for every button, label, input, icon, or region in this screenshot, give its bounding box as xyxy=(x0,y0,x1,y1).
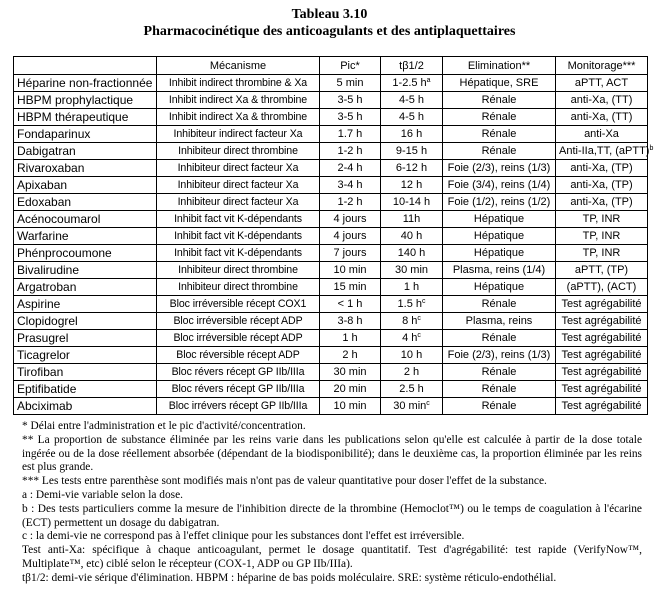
monitoring-cell: TP, INR xyxy=(556,245,648,262)
footnote-marker: c xyxy=(417,332,421,339)
table-row xyxy=(14,296,648,313)
monitoring-cell: aPTT, ACT xyxy=(556,75,648,92)
mechanism-cell: Inhibiteur direct thrombine xyxy=(157,143,320,160)
half-life-cell: 9-15 h xyxy=(381,143,443,160)
mechanism-cell: Bloc irrévers récept GP IIb/IIIa xyxy=(157,398,320,415)
peak-cell: 1-2 h xyxy=(320,143,381,160)
table-row xyxy=(14,364,648,381)
mechanism-cell: Bloc irréversible récept ADP xyxy=(157,330,320,347)
elimination-cell: Foie (3/4), reins (1/4) xyxy=(443,177,556,194)
monitoring-cell: anti-Xa, (TP) xyxy=(556,160,648,177)
half-life-cell: 12 h xyxy=(381,177,443,194)
header-half-life: tβ1/2 xyxy=(381,57,443,75)
half-life-cell: 2.5 h xyxy=(381,381,443,398)
table-body xyxy=(14,75,654,415)
mechanism-cell: Bloc irréversible récept COX1 xyxy=(157,296,320,313)
table-number: Tableau 3.10 xyxy=(291,7,368,22)
table-title: Pharmacocinétique des anticoagulants et des antiplaquettaires xyxy=(143,24,516,39)
drug-name: Acénocoumarol xyxy=(14,211,157,228)
peak-cell: 3-8 h xyxy=(320,313,381,330)
half-life-cell: 6-12 h xyxy=(381,160,443,177)
monitoring-cell: anti-Xa xyxy=(556,126,648,143)
footnote-marker: c xyxy=(417,315,421,322)
peak-cell: 30 min xyxy=(320,364,381,381)
drug-name: Eptifibatide xyxy=(14,381,157,398)
table-row xyxy=(14,228,648,245)
peak-cell: 3-4 h xyxy=(320,177,381,194)
half-life-cell: 10-14 h xyxy=(381,194,443,211)
footnote: Test anti-Xa: spécifique à chaque anticoagulant, permet le dosage quantitatif. Test d'agrégabilité: test rapide (VerifyNow™, Multiplate™, etc) ciblé selon le récepteur (COX-1, ADP ou GP IIb/IIIa). xyxy=(22,544,642,570)
table-row xyxy=(14,160,648,177)
elimination-cell: Foie (1/2), reins (1/2) xyxy=(443,194,556,211)
table-header-row xyxy=(14,57,648,75)
drug-name: Tirofiban xyxy=(14,364,157,381)
footnote: a : Demi-vie variable selon la dose. xyxy=(22,488,183,501)
footnote-marker: c xyxy=(426,400,430,407)
half-life-cell: 2 h xyxy=(381,364,443,381)
footnote: *** Les tests entre parenthèse sont modifiés mais n'ont pas de valeur quantitative pour doser l'effet de la substance. xyxy=(22,475,547,488)
peak-cell: 1-2 h xyxy=(320,194,381,211)
drug-name: Prasugrel xyxy=(14,330,157,347)
footnote: tβ1/2: demi-vie sérique d'élimination. HBPM : héparine de bas poids moléculaire. SRE: système réticulo-endothélial. xyxy=(22,571,557,584)
half-life-cell: 8 $h^c$ xyxy=(381,313,443,330)
elimination-cell: Foie (2/3), reins (1/3) xyxy=(443,347,556,364)
table-row xyxy=(14,279,648,296)
half-life-cell: 30 min xyxy=(381,262,443,279)
elimination-cell: Hépatique xyxy=(443,228,556,245)
drug-name: Abciximab xyxy=(14,398,157,415)
half-life-cell: 10 h xyxy=(381,347,443,364)
elimination-cell: Rénale xyxy=(443,296,556,313)
peak-cell: 4 jours xyxy=(320,211,381,228)
elimination-cell: Rénale xyxy=(443,398,556,415)
peak-cell: 7 jours xyxy=(320,245,381,262)
table-row xyxy=(14,211,648,228)
monitoring-cell: Anti-IIa,TT, (aPTT)$^b$ xyxy=(556,143,648,160)
table-row xyxy=(14,194,648,211)
drug-name: Héparine non-fractionnée xyxy=(14,75,157,92)
peak-cell: 2 h xyxy=(320,347,381,364)
peak-cell: 10 min xyxy=(320,262,381,279)
elimination-cell: Hépatique xyxy=(443,245,556,262)
elimination-cell: Hépatique xyxy=(443,279,556,296)
peak-cell: 1.7 h xyxy=(320,126,381,143)
elimination-cell: Rénale xyxy=(443,109,556,126)
peak-cell: 1 h xyxy=(320,330,381,347)
mechanism-cell: Inhibiteur direct thrombine xyxy=(157,279,320,296)
peak-cell: 5 min xyxy=(320,75,381,92)
mechanism-cell: Inhibit fact vit K-dépendants xyxy=(157,228,320,245)
monitoring-cell: Test agrégabilité xyxy=(556,296,648,313)
monitoring-cell: Test agrégabilité xyxy=(556,398,648,415)
drug-name: Edoxaban xyxy=(14,194,157,211)
peak-cell: 3-5 h xyxy=(320,109,381,126)
footnote-marker: a xyxy=(426,77,431,84)
mechanism-cell: Inhibit fact vit K-dépendants xyxy=(157,211,320,228)
mechanism-cell: Inhibit indirect thrombine & Xa xyxy=(157,75,320,92)
monitoring-cell: anti-Xa, (TP) xyxy=(556,194,648,211)
header-monitoring: Monitorage*** xyxy=(556,57,648,75)
footnote-marker: b xyxy=(649,145,654,152)
drug-name: Apixaban xyxy=(14,177,157,194)
footnote: c : la demi-vie ne correspond pas à l'effet clinique pour les substances dont l'effet est irréversible. xyxy=(22,530,465,543)
half-life-cell: 16 h xyxy=(381,126,443,143)
drug-name: Fondaparinux xyxy=(14,126,157,143)
elimination-cell: Plasma, reins (1/4) xyxy=(443,262,556,279)
drug-name: HBPM thérapeutique xyxy=(14,109,157,126)
drug-name: Warfarine xyxy=(14,228,157,245)
mechanism-cell: Inhibit fact vit K-dépendants xyxy=(157,245,320,262)
drug-name: Aspirine xyxy=(14,296,157,313)
monitoring-cell: Test agrégabilité xyxy=(556,313,648,330)
mechanism-cell: Inhibiteur direct facteur Xa xyxy=(157,194,320,211)
peak-cell: 4 jours xyxy=(320,228,381,245)
half-life-cell: 30 $\min^c$ xyxy=(381,398,443,415)
elimination-cell: Rénale xyxy=(443,330,556,347)
table-row xyxy=(14,262,648,279)
pharmacokinetics-table xyxy=(13,56,654,415)
elimination-cell: Foie (2/3), reins (1/3) xyxy=(443,160,556,177)
peak-cell: < 1 h xyxy=(320,296,381,313)
drug-name: Ticagrelor xyxy=(14,347,157,364)
half-life-cell: 1 h xyxy=(381,279,443,296)
elimination-cell: Hépatique, SRE xyxy=(443,75,556,92)
monitoring-cell: Test agrégabilité xyxy=(556,330,648,347)
footnote: b : Des tests particuliers comme la mesure de l'inhibition directe de la thrombine (Hemoclot™) ou le temps de coagulation à l'écarine (ECT) permettent un dosage du dabigatran. xyxy=(22,502,642,529)
table-row xyxy=(14,381,648,398)
header-drug xyxy=(14,57,157,75)
mechanism-cell: Inhibit indirect Xa & thrombine xyxy=(157,109,320,126)
table-row xyxy=(14,245,648,262)
mechanism-cell: Inhibiteur direct thrombine xyxy=(157,262,320,279)
mechanism-cell: Inhibiteur direct facteur Xa xyxy=(157,177,320,194)
drug-name: Clopidogrel xyxy=(14,313,157,330)
drug-name: Rivaroxaban xyxy=(14,160,157,177)
monitoring-cell: anti-Xa, (TT) xyxy=(556,109,648,126)
table-row xyxy=(14,347,648,364)
footnote-marker: c xyxy=(421,298,426,305)
mechanism-cell: Inhibiteur indirect facteur Xa xyxy=(157,126,320,143)
footnote: ** La proportion de substance éliminée par les reins varie dans les publications selon qu'elle est calculée à partir de la dose totale ingérée ou de la dose réellement absorbée (dépendant de la biodisponibilité); dans le deuxième cas, la proportion éliminée par les reins est plus grande. xyxy=(22,433,642,474)
elimination-cell: Rénale xyxy=(443,143,556,160)
peak-cell: 20 min xyxy=(320,381,381,398)
monitoring-cell: (aPTT), (ACT) xyxy=(556,279,648,296)
drug-name: Argatroban xyxy=(14,279,157,296)
mechanism-cell: Bloc réversible récept ADP xyxy=(157,347,320,364)
half-life-cell: 4-5 h xyxy=(381,92,443,109)
mechanism-cell: Bloc révers récept GP IIb/IIIa xyxy=(157,364,320,381)
half-life-cell: 40 h xyxy=(381,228,443,245)
drug-name: HBPM prophylactique xyxy=(14,92,157,109)
drug-name: Bivalirudine xyxy=(14,262,157,279)
half-life-cell: 4 $h^c$ xyxy=(381,330,443,347)
mechanism-cell: Inhibiteur direct facteur Xa xyxy=(157,160,320,177)
half-life-cell: 140 h xyxy=(381,245,443,262)
header-elimination: Elimination** xyxy=(443,57,556,75)
table-row xyxy=(14,143,648,160)
table-row xyxy=(14,330,648,347)
half-life-cell: 1-2.5 $h^a$ xyxy=(381,75,443,92)
half-life-cell: 4-5 h xyxy=(381,109,443,126)
monitoring-cell: TP, INR xyxy=(556,228,648,245)
mechanism-cell: Bloc révers récept GP IIb/IIIa xyxy=(157,381,320,398)
monitoring-cell: anti-Xa, (TP) xyxy=(556,177,648,194)
monitoring-cell: Test agrégabilité xyxy=(556,347,648,364)
table-row xyxy=(14,398,648,415)
peak-cell: 10 min xyxy=(320,398,381,415)
elimination-cell: Rénale xyxy=(443,381,556,398)
peak-cell: 2-4 h xyxy=(320,160,381,177)
monitoring-cell: Test agrégabilité xyxy=(556,364,648,381)
footnote: * Délai entre l'administration et le pic d'activité/concentration. xyxy=(22,420,306,432)
elimination-cell: Hépatique xyxy=(443,211,556,228)
header-peak: Pic* xyxy=(320,57,381,75)
elimination-cell: Rénale xyxy=(443,364,556,381)
table-row xyxy=(14,313,648,330)
drug-name: Phénprocoumone xyxy=(14,245,157,262)
elimination-cell: Plasma, reins xyxy=(443,313,556,330)
table-row xyxy=(14,177,648,194)
monitoring-cell: Test agrégabilité xyxy=(556,381,648,398)
table-row xyxy=(14,109,648,126)
footnotes xyxy=(22,420,642,586)
mechanism-cell: Inhibit indirect Xa & thrombine xyxy=(157,92,320,109)
monitoring-cell: aPTT, (TP) xyxy=(556,262,648,279)
header-mechanism: Mécanisme xyxy=(157,57,320,75)
drug-name: Dabigatran xyxy=(14,143,157,160)
elimination-cell: Rénale xyxy=(443,92,556,109)
monitoring-cell: anti-Xa, (TT) xyxy=(556,92,648,109)
peak-cell: 15 min xyxy=(320,279,381,296)
elimination-cell: Rénale xyxy=(443,126,556,143)
monitoring-cell: TP, INR xyxy=(556,211,648,228)
table-row xyxy=(14,75,648,92)
table-row xyxy=(14,126,648,143)
peak-cell: 3-5 h xyxy=(320,92,381,109)
half-life-cell: 11h xyxy=(381,211,443,228)
half-life-cell: 1.5 $h^c$ xyxy=(381,296,443,313)
mechanism-cell: Bloc irréversible récept ADP xyxy=(157,313,320,330)
table-row xyxy=(14,92,648,109)
